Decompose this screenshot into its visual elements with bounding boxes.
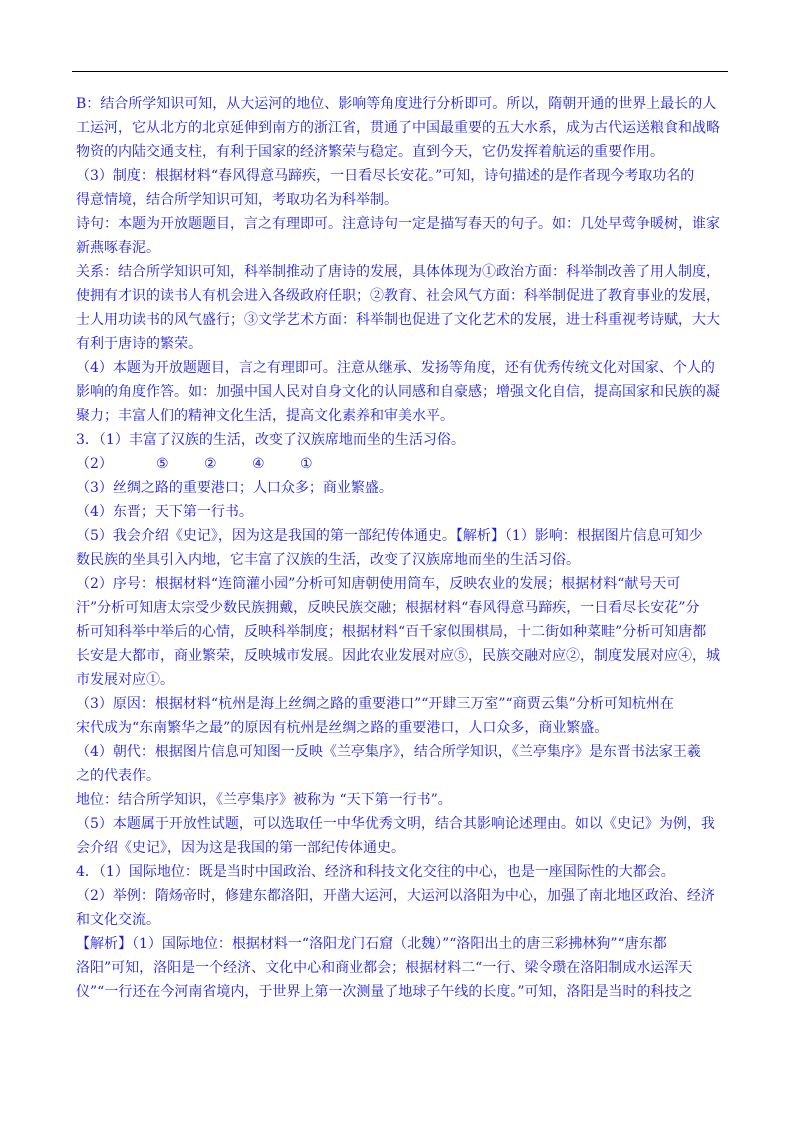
text-line: 有利于唐诗的繁荣。 xyxy=(76,336,202,352)
text-line: 市发展对应①。 xyxy=(76,672,174,688)
text-line: 和文化交流。 xyxy=(76,912,160,928)
sequence-item: ① xyxy=(300,456,313,472)
text-line: （2）举例：隋炀帝时，修建东都洛阳，开凿大运河，大运河以洛阳为中心，加强了南北地区政治、经济 xyxy=(76,888,715,904)
sequence-item: ⑤ xyxy=(156,456,169,472)
text-line: 工运河，它从北方的北京延伸到南方的浙江省，贯通了中国最重要的五大水系，成为古代运送粮食和战略 xyxy=(76,120,720,136)
text-line: （2）序号：根据材料“连筒灌小园”分析可知唐朝使用筒车，反映农业的发展；根据材料“献号天可 xyxy=(76,576,681,592)
sequence-item: ④ xyxy=(252,456,265,472)
text-line: 地位：结合所学知识，《兰亭集序》被称为 “天下第一行书”。 xyxy=(76,792,452,808)
answer-text-body xyxy=(76,92,726,1004)
text-line: B：结合所学知识可知，从大运河的地位、影响等角度进行分析即可。所以，隋朝开通的世界上最长的人 xyxy=(76,96,717,112)
text-line: 析可知科举中举后的心情，反映科举制度；根据材料“百千家似围棋局，十二街如种菜畦”分析可知唐都 xyxy=(76,624,707,640)
text-line: 会介绍《史记》，因为这是我国的第一部纪传体通史。 xyxy=(76,840,405,856)
header-rule xyxy=(72,71,728,72)
text-line: （5）本题属于开放性试题，可以选取任一中华优秀文明，结合其影响论述理由。如以《史记》为例，我 xyxy=(76,816,715,832)
text-line: 新燕啄春泥。 xyxy=(76,240,160,256)
text-line: 物资的内陆交通支柱，有利于国家的经济繁荣与稳定。直到今天，它仍发挥着航运的重要作用。 xyxy=(76,144,664,160)
text-line: 使拥有才识的读书人有机会进入各级政府任职；②教育、社会风气方面：科举制促进了教育事业的发展， xyxy=(76,288,720,304)
text-line: （4）朝代：根据图片信息可知图一反映《兰亭集序》，结合所学知识，《兰亭集序》是东晋书法家王羲 xyxy=(76,744,701,760)
text-line: 长安是大都市，商业繁荣，反映城市发展。因此农业发展对应⑤，民族交融对应②，制度发展对应④，城 xyxy=(76,648,720,664)
text-line: （3）丝绸之路的重要港口；人口众多；商业繁盛。 xyxy=(76,480,393,496)
answer-paragraphs xyxy=(76,92,726,1004)
text-line: 得意情境，结合所学知识可知，考取功名为科举制。 xyxy=(76,192,398,208)
sequence-answer-row xyxy=(76,452,726,476)
text-line: （4）本题为开放题题目，言之有理即可。注意从继承、发扬等角度，还有优秀传统文化对国家、个人的 xyxy=(76,360,715,376)
sequence-item: ② xyxy=(204,456,217,472)
text-line: 诗句：本题为开放题题目，言之有理即可。注意诗句一定是描写春天的句子。如：几处早莺争暖树，谁家 xyxy=(76,216,720,232)
text-line: 【解析】（1）国际地位：根据材料一“洛阳龙门石窟（北魏）”“洛阳出土的唐三彩拂林狗”“唐东都 xyxy=(76,936,667,952)
text-line: （5）我会介绍《史记》，因为这是我国的第一部纪传体通史。【解析】（1）影响：根据图片信息可知少 xyxy=(76,528,703,544)
text-line: （3）制度：根据材料“春风得意马蹄疾，一日看尽长安花。”可知，诗句描述的是作者现今考取功名的 xyxy=(76,168,695,184)
text-line: 洛阳”可知，洛阳是一个经济、文化中心和商业都会；根据材料二“一行、梁令瓒在洛阳制成水运浑天 xyxy=(76,960,693,976)
text-line: 聚力；丰富人们的精神文化生活，提高文化素养和审美水平。 xyxy=(76,408,454,424)
text-line: 之的代表作。 xyxy=(76,768,160,784)
text-line: 4．（1）国际地位：既是当时中国政治、经济和科技文化交往的中心，也是一座国际性的大都会。 xyxy=(76,864,675,880)
text-line: （4）东晋；天下第一行书。 xyxy=(76,504,253,520)
text-line: 汗”分析可知唐太宗受少数民族拥戴，反映民族交融；根据材料“春风得意马蹄疾，一日看尽长安花”分 xyxy=(76,600,700,616)
text-line: 数民族的坐具引入内地，它丰富了汉族的生活，改变了汉族席地而坐的生活习俗。 xyxy=(76,552,580,568)
text-line: 关系：结合所学知识可知，科举制推动了唐诗的发展，具体体现为①政治方面：科举制改善了用人制度， xyxy=(76,264,720,280)
text-line: 仪”“一行还在今河南省境内，于世界上第一次测量了地球子午线的长度。”可知，洛阳是当时的科技之 xyxy=(76,984,693,1000)
text-line: 3．（1）丰富了汉族的生活，改变了汉族席地而坐的生活习俗。 xyxy=(76,432,465,448)
sequence-label: （2） xyxy=(76,456,113,472)
text-line: 宋代成为“东南繁华之最”的原因有杭州是丝绸之路的重要港口，人口众多，商业繁盛。 xyxy=(76,720,609,736)
text-line: 士人用功读书的风气盛行；③文学艺术方面：科举制也促进了文化艺术的发展，进士科重视考诗赋，大大 xyxy=(76,312,720,328)
text-line: （3）原因：根据材料“杭州是海上丝绸之路的重要港口”“开肆三万室”“商贾云集”分析可知杭州在 xyxy=(76,696,674,712)
text-line: 影响的角度作答。如：加强中国人民对自身文化的认同感和自豪感；增强文化自信，提高国家和民族的凝 xyxy=(76,384,720,400)
